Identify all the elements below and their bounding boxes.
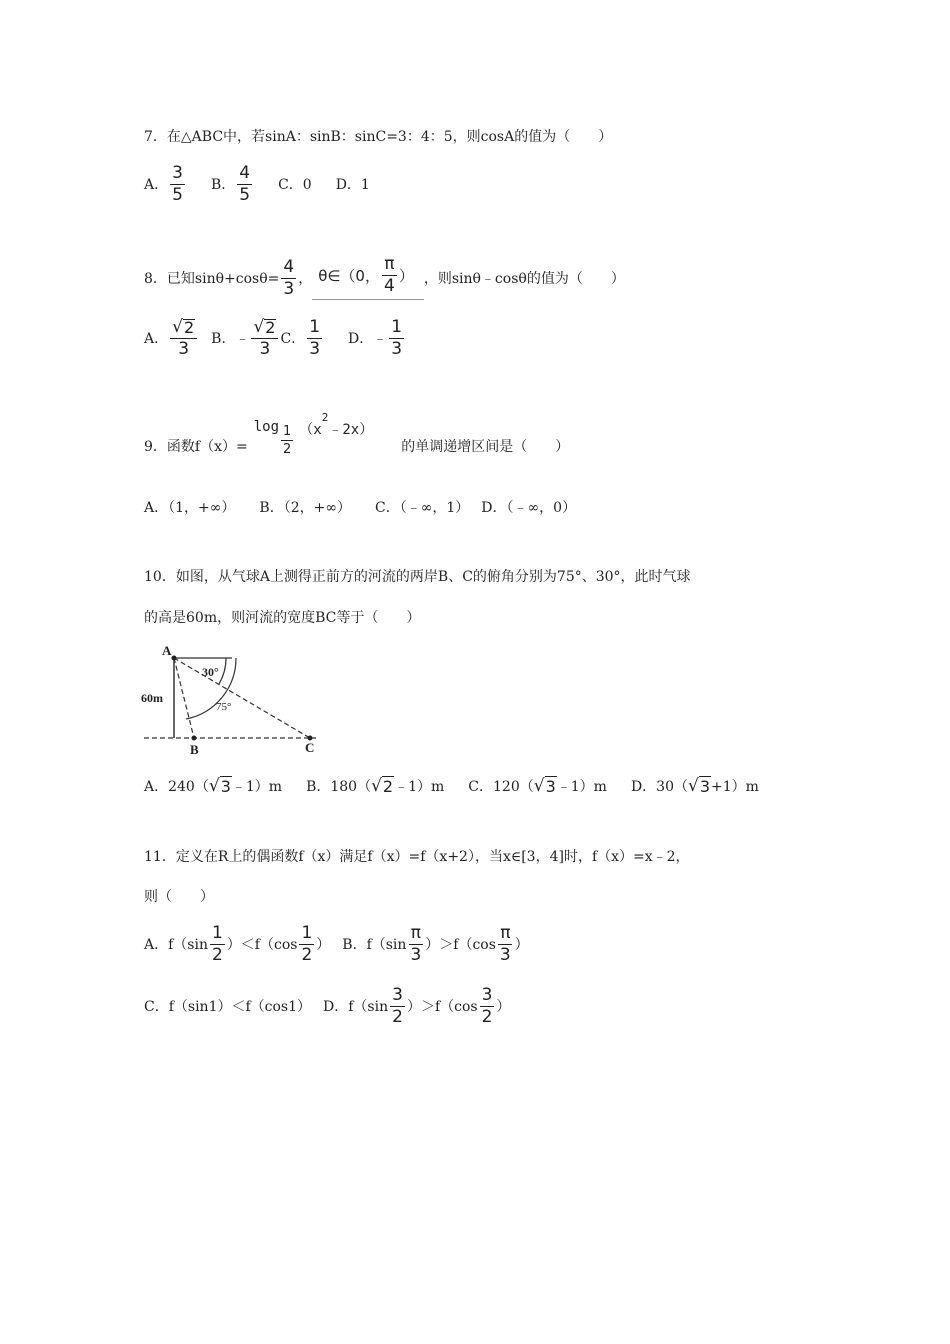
q8-option-d-label: D．﹣ (348, 331, 388, 347)
q8-stem (144, 254, 625, 299)
radicand: 3 (220, 777, 231, 796)
sqrt-expression: √ 2 (253, 316, 276, 337)
fraction-denominator: 3 (410, 944, 422, 965)
q9-log-expression (253, 410, 374, 457)
log-argument-close: ﹣2x） (328, 421, 374, 438)
q10-option-a-sqrt: √ 3 (208, 776, 231, 796)
q8-option-a-fraction (170, 316, 197, 359)
q11-option-a-post: ） (316, 937, 331, 953)
q7-option-d: D．1 (335, 177, 370, 193)
q11-line2: 则（ ） (144, 889, 214, 905)
radicand: 3 (545, 777, 556, 796)
fraction-denominator: 5 (172, 184, 183, 205)
fraction-denominator: 3 (178, 338, 190, 359)
q10-option-c-pre: C．120（ (468, 779, 534, 795)
q11-option-d-fraction-1 (390, 984, 405, 1027)
q10-option-b-pre: B．180（ (306, 779, 372, 795)
q9-options (144, 487, 576, 527)
q11-option-b-mid: ）＞f（cos (425, 937, 496, 953)
q11-option-a-mid: ）＜f（cos (226, 937, 298, 953)
q10-option-d-post: +1）m (711, 779, 759, 795)
fraction-numerator: π (384, 254, 395, 274)
q8-comma: ， (298, 271, 313, 287)
fraction-numerator: 1 (391, 316, 403, 337)
fraction-numerator: 1 (301, 922, 313, 943)
fraction-denominator: 2 (301, 944, 313, 965)
q7-option-b-fraction (237, 162, 252, 205)
q10-line2: 的高是60m，则河流的宽度BC等于（ ） (144, 610, 421, 626)
q8-option-d-fraction (389, 316, 404, 359)
fraction-numerator: 3 (392, 984, 403, 1005)
radicand: 3 (699, 777, 711, 796)
figure-label-angle-75: 75° (216, 701, 232, 713)
q7-options (144, 164, 370, 204)
q11-option-b-post: ） (514, 937, 529, 953)
q9-prefix: 9．函数f（x）= (144, 439, 248, 455)
figure-label-angle-30: 30° (202, 665, 219, 679)
q11-option-b-pre: B．f（sin (342, 937, 407, 953)
q10-option-d-pre: D．30（ (630, 779, 688, 795)
q7-option-a-label: A． (144, 177, 169, 193)
q10-stem-line-1 (144, 556, 691, 596)
figure-label-b: B (190, 742, 199, 757)
fraction-numerator: π (500, 922, 511, 943)
q11-option-b-fraction-1 (408, 922, 423, 965)
sqrt-expression: √ 2 (172, 316, 195, 337)
q11-option-b-fraction-2 (498, 922, 513, 965)
q9-stem (144, 410, 570, 466)
q8-options (144, 318, 406, 358)
fraction-denominator: 2 (481, 1006, 493, 1027)
radicand: 2 (265, 317, 276, 337)
q10-option-c-post: ﹣1）m (556, 779, 607, 795)
q10-option-b-post: ﹣1）m (394, 779, 445, 795)
q11-options-cd (144, 986, 510, 1026)
q8-prefix: 8．已知sinθ+cosθ= (144, 271, 280, 287)
q10-option-d-sqrt: √ 3 (688, 776, 711, 796)
fraction-denominator: 2 (283, 441, 292, 457)
q7-option-b-label: B． (210, 177, 236, 193)
log-text: log (253, 418, 280, 435)
q10-figure (140, 642, 320, 760)
q11-option-a-fraction-2 (299, 922, 314, 965)
q9-option-d: D．（﹣∞，0） (481, 500, 577, 516)
log-base-fraction (281, 425, 293, 456)
q8-option-b-label: B．﹣ (211, 331, 250, 347)
q11-line1: 11．定义在R上的偶函数f（x）满足f（x）=f（x+2），当x∈[3，4]时，f（x）=x﹣2， (144, 849, 690, 865)
fraction-numerator: 4 (283, 256, 295, 277)
q11-option-d-fraction-2 (480, 984, 495, 1027)
figure-line-ac (174, 658, 310, 738)
q10-option-a-pre: A．240（ (144, 779, 209, 795)
radicand: 2 (382, 777, 394, 796)
q7-stem (144, 116, 612, 156)
q8-option-a-label: A． (144, 331, 169, 347)
q10-line1: 10．如图，从气球A上测得正前方的河流的两岸B、C的俯角分别为75°、30°，此时气球 (144, 569, 691, 585)
q10-option-a-post: ﹣1）m (231, 779, 283, 795)
fraction-denominator: 3 (391, 338, 403, 359)
figure-point-a (172, 656, 177, 661)
fraction-denominator: 3 (259, 338, 271, 359)
fraction-numerator: 1 (211, 922, 223, 943)
q8-condition-prefix: θ∈（0， (318, 267, 380, 285)
q8-condition (312, 256, 424, 300)
q8-option-c-fraction (307, 316, 322, 359)
fraction-denominator: 2 (211, 944, 223, 965)
q11-option-a-pre: A．f（sin (144, 937, 208, 953)
q8-option-b-fraction (251, 316, 278, 359)
fraction-numerator (251, 316, 278, 339)
q8-option-c-label: C． (280, 331, 306, 347)
fraction-numerator: 4 (239, 162, 251, 183)
q11-option-d-pre: D．f（sin (323, 999, 389, 1015)
q8-condition-fraction (382, 256, 397, 295)
q9-suffix: 的单调递增区间是（ ） (401, 439, 570, 455)
fraction-denominator: 3 (309, 338, 321, 359)
q7-stem-text: 7．在△ABC中，若sinA：sinB：sinC=3：4：5，则cosA的值为（ ） (144, 129, 613, 145)
radicand: 2 (183, 317, 195, 337)
figure-label-a: A (162, 643, 172, 658)
fraction-denominator: 3 (499, 944, 511, 965)
q9-option-a: A．（1，+∞） (144, 500, 236, 516)
q10-stem-line-2 (144, 597, 420, 637)
fraction-numerator (170, 316, 197, 339)
figure-line-ab (174, 658, 194, 738)
fraction-denominator: 4 (383, 276, 395, 296)
fraction-denominator: 3 (283, 278, 295, 299)
q11-option-d-mid: ）＞f（cos (406, 999, 478, 1015)
fraction-denominator: 5 (239, 184, 251, 205)
q11-stem-line-2 (144, 876, 214, 916)
fraction-denominator: 2 (392, 1006, 403, 1027)
q11-option-a-fraction-1 (210, 922, 225, 965)
fraction-numerator: 3 (481, 984, 493, 1005)
q8-value-fraction (281, 256, 296, 299)
q8-condition-suffix: ） (398, 267, 414, 285)
figure-point-b (192, 736, 197, 741)
q11-option-d-post: ） (496, 999, 511, 1015)
q11-options-ab (144, 924, 529, 964)
q7-option-a-fraction (170, 162, 185, 205)
q10-option-c-sqrt: √ 3 (533, 776, 556, 796)
log-argument-exponent: 2 (321, 410, 329, 424)
q10-option-b-sqrt: √ 2 (371, 776, 394, 796)
q9-option-c: C．（﹣∞，1） (375, 500, 470, 516)
fraction-numerator: 1 (309, 316, 321, 337)
figure-arc-30 (219, 658, 226, 684)
q11-stem-line-1 (144, 836, 690, 876)
figure-label-height: 60m (141, 691, 163, 705)
log-argument-open: （x (299, 421, 322, 438)
figure-label-c: C (305, 740, 315, 755)
q8-suffix: ，则sinθ﹣cosθ的值为（ ） (423, 271, 625, 287)
q10-options (144, 766, 759, 806)
fraction-numerator: π (410, 922, 421, 943)
q7-option-c: C．0 (278, 177, 312, 193)
fraction-numerator: 3 (172, 162, 183, 183)
q11-option-c: C．f（sin1）＜f（cos1） (144, 999, 312, 1015)
fraction-numerator: 1 (283, 423, 292, 439)
q9-option-b: B．（2，+∞） (259, 500, 352, 516)
